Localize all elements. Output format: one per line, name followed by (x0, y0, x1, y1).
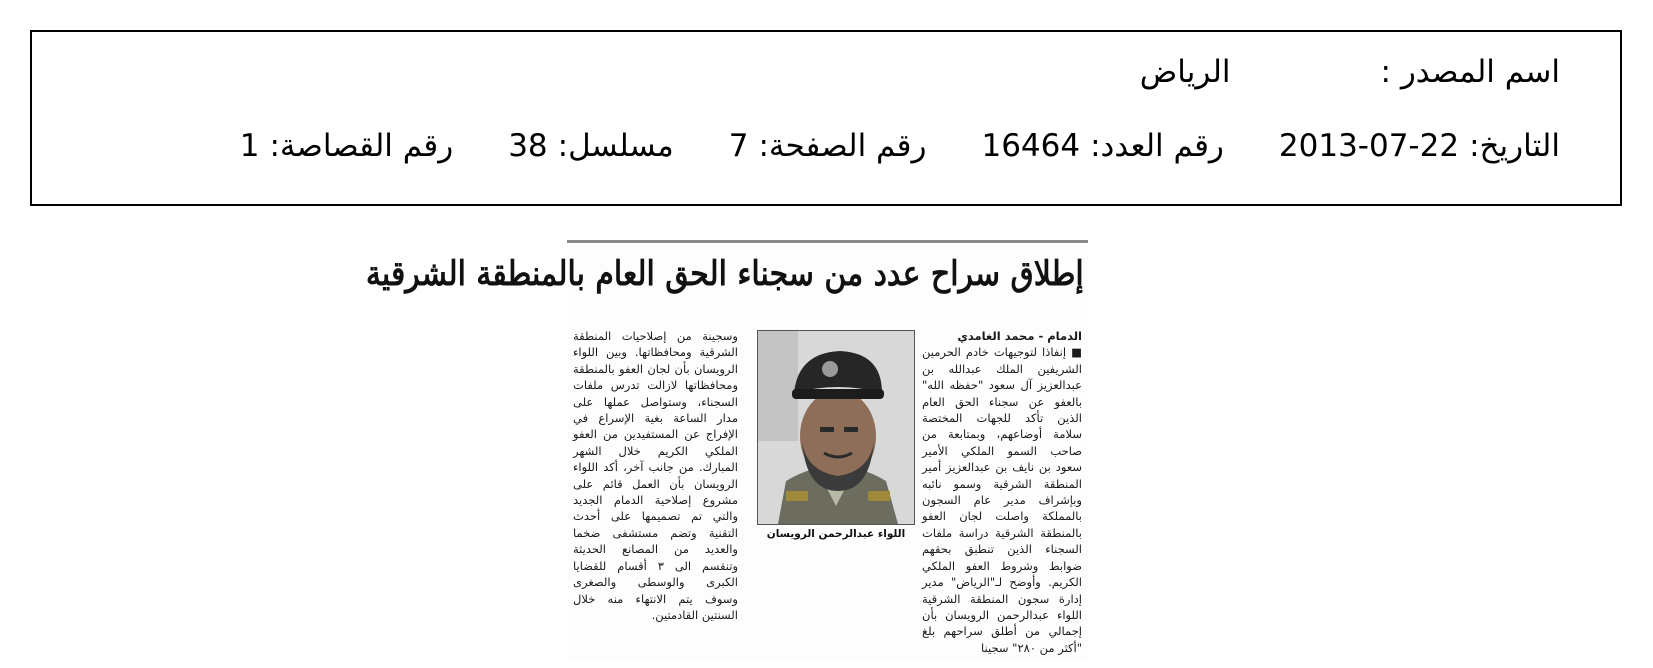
issue-label: رقم العدد: (1090, 128, 1224, 164)
page-value: 7 (728, 128, 749, 164)
article-column-right (922, 328, 1082, 656)
issue-value: 16464 (981, 128, 1081, 164)
serial-value: 38 (508, 128, 548, 164)
newspaper-clipping (366, 240, 1088, 660)
source-row (1140, 54, 1560, 90)
clip-number-label: رقم القصاصة: (269, 128, 454, 164)
article-headline: إطلاق سراح عدد من سجناء الحق العام بالمنطقة الشرقية (366, 254, 1084, 294)
officer-portrait-image (758, 331, 914, 524)
clipping-header-box (30, 30, 1622, 206)
date-label: التاريخ: (1469, 128, 1560, 164)
clipping-top-rule (567, 240, 1088, 243)
photo-caption: اللواء عبدالرحمن الرويسان (766, 528, 906, 540)
article-byline: الدمام - محمد الغامدي (957, 329, 1082, 343)
serial-label: مسلسل: (557, 128, 674, 164)
source-value: الرياض (1139, 54, 1231, 90)
clip-number-value: 1 (239, 128, 260, 164)
page-label: رقم الصفحة: (758, 128, 927, 164)
portrait-photo (757, 330, 915, 525)
article-column-right-text: ■ إنفاذا لتوجيهات خادم الحرمين الشريفين الملك عبدالله بن عبدالعزيز آل سعود "حفظه الله" بالعفو عن سجناء الحق العام الذين تأكد للجهات المختصة سلامة أوضاعهم، وبمتابعة من صاحب السمو الملكي الأمير سعود بن نايف بن عبدالعزيز أمير المنطقة الشرقية وسمو نائبه وبإشراف مدير عام السجون بالمملكة واصلت لجان العفو بالمنطقة الشرقية دراسة ملفات السجناء الذين تنطبق بحقهم ضوابط وشروط العفو الملكي الكريم. وأوضح لـ"الرياض" مدير إدارة سجون المنطقة الشرقية اللواء عبدالرحمن الرويسان بأن إجمالي من أطلق سراحهم بلغ "أكثر من ٢٨٠" سجينا (922, 345, 1082, 655)
meta-row (240, 128, 1560, 164)
date-value: 2013-07-22 (1278, 128, 1460, 164)
article-column-left: وسجينة من إصلاحيات المنطقة الشرقية ومحافظاتها. وبين اللواء الرويسان بأن لجان العفو بالمنطقة ومحافظاتها لازالت تدرس ملفات السجناء، وستواصل عملها على مدار الساعة بغية الإسراع في الإفراج عن المستفيدين من العفو الملكي الكريم خلال الشهر المبارك. من جانب آخر، أكد اللواء الرويسان بأن العمل قائم على مشروع إصلاحية الدمام الجديد والتي تم تصميمها على أحدث التقنية وتضم مستشفى ضخما والعديد من المصانع الحديثة وتنقسم الى ٣ أقسام للقضايا الكبرى والوسطى والصغرى وسوف يتم الانتهاء منه خلال السنتين القادمتين. (573, 329, 738, 622)
source-label: اسم المصدر : (1380, 54, 1560, 90)
